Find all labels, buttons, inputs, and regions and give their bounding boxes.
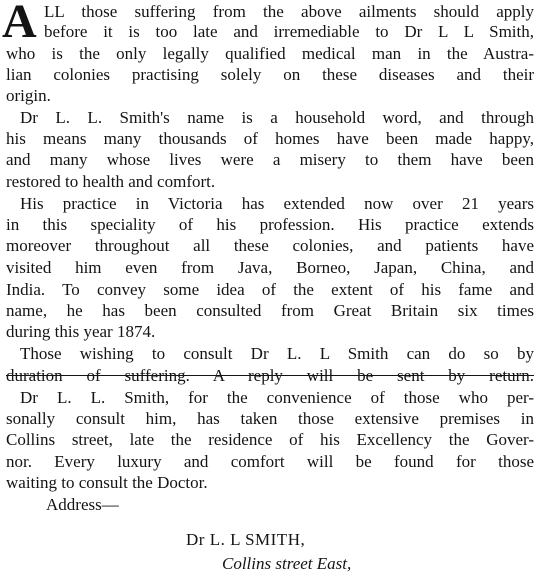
address-label: Address— (46, 495, 119, 514)
text-line: His practice in Victoria has extended now over 21 years (20, 194, 534, 213)
text-line: and many whose lives were a misery to them have been (6, 150, 534, 169)
text-line: Dr L. L. Smith's name is a household word, and through (20, 108, 534, 127)
signature-address: Collins street East, (222, 554, 352, 573)
text-line: origin. (6, 86, 51, 105)
signature-name: Dr L. L SMITH, (186, 530, 306, 549)
text-line: in this speciality of his profession. His practice extends (6, 215, 534, 234)
text-line: moreover throughout all these colonies, and patients have (6, 236, 534, 255)
text-line: visited him even from Java, Borneo, Japan, China, and (6, 258, 534, 277)
text-line: lian colonies practising solely on these diseases and their (6, 65, 534, 84)
text-line: his means many thousands of homes have been made happy, (6, 129, 534, 148)
text-line: before it is too late and irremediable to Dr L L Smith, (44, 22, 534, 41)
text-line: sonally consult him, has taken those extensive premises in (6, 409, 534, 428)
text-line: name, he has been consulted from Great Britain six times (6, 301, 534, 320)
drop-cap-letter: A (2, 0, 37, 48)
text-line: Collins street, late the residence of his Excellency the Gover- (6, 430, 534, 449)
text-line: restored to health and comfort. (6, 172, 216, 191)
text-line: Those wishing to consult Dr L. L Smith can do so by (20, 344, 534, 363)
text-line: nor. Every luxury and comfort will be found for those (6, 452, 534, 471)
text-line: LL those suffering from the above ailments should apply (44, 2, 534, 21)
text-line: who is the only legally qualified medical man in the Austra- (6, 44, 534, 63)
text-line: Dr L. L. Smith, for the convenience of those who per- (20, 388, 534, 407)
text-line: India. To convey some idea of the extent of his fame and (6, 280, 534, 299)
text-line: during this year 1874. (6, 322, 156, 341)
struck-text-line: duration of suffering. A reply will be sent by return. (6, 366, 534, 385)
text-line: waiting to consult the Doctor. (6, 473, 208, 492)
